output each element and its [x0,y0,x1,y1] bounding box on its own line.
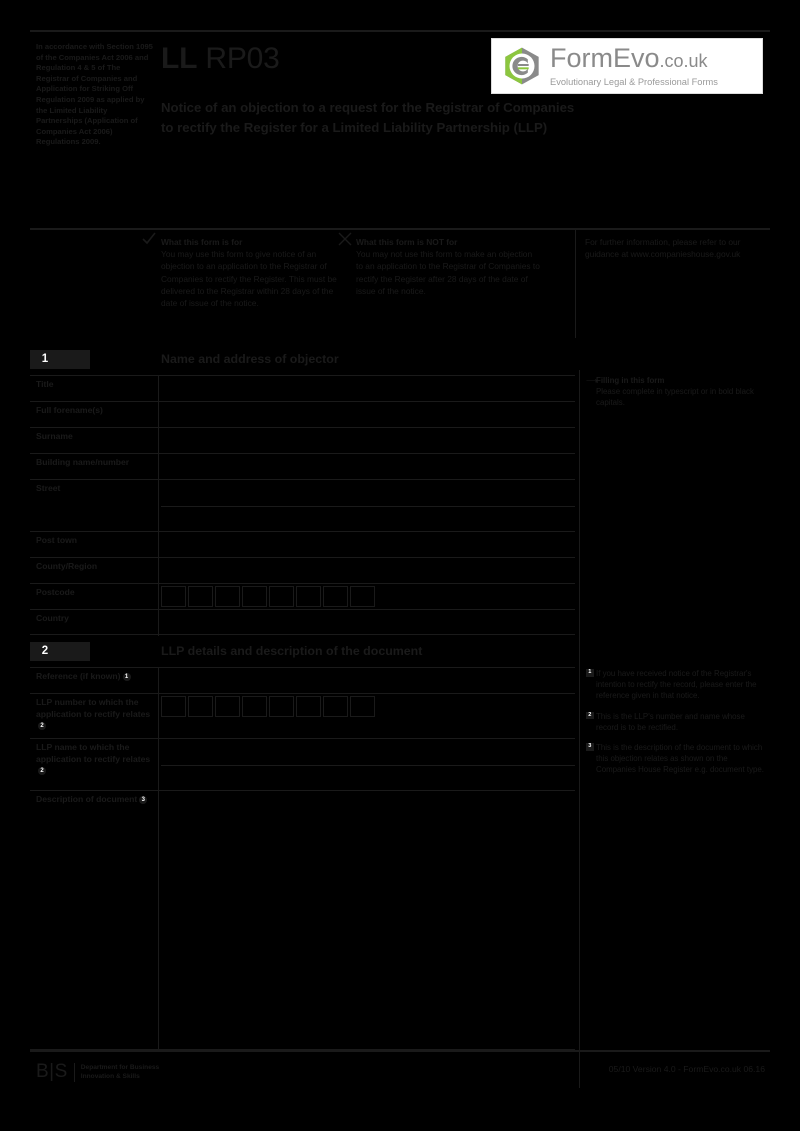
field-row-reference [30,667,575,693]
row-divider [158,376,159,402]
llp-number-char-box[interactable] [323,696,348,717]
what-form-is-not-for-body: You may not use this form to make an objection to an application to the Registrar of Companies to rectify the Register after 28 days of the date of issue of the notice. [356,249,540,296]
row-divider [158,532,159,558]
llp-number-char-box[interactable] [161,696,186,717]
section-2-notes-panel [586,668,764,785]
page-title: Notice of an objection to a request for the Registrar of Companies to rectify the Register for a Limited Liability Partnership (LLP) [161,100,575,135]
input-reference[interactable] [161,668,575,694]
info-band-rule [30,228,770,230]
info-band-divider [575,230,576,338]
row-divider [158,402,159,428]
llp-number-char-box[interactable] [215,696,240,717]
input-llp-name-line2[interactable] [161,765,575,791]
what-form-is-for-heading: What this form is for [161,237,243,247]
footnote-marker-2b: 2 [38,767,46,775]
llp-number-char-box[interactable] [296,696,321,717]
guidance-rail-divider [579,370,580,1088]
field-row-country [30,609,575,635]
label-reference [36,671,154,683]
header-top-rule [30,30,770,32]
input-full-forenames[interactable] [161,402,575,428]
section-2-number: 2 [30,642,60,661]
guidance-note-text: This is the description of the document to which this objection relates as shown on the Companies House Register e.g. document type. [596,743,764,775]
section-2-bar-fill [60,642,90,661]
input-building[interactable] [161,454,575,480]
section-2-title: LLP details and description of the document [161,644,423,658]
what-form-is-not-for-heading: What this form is NOT for [356,237,458,247]
guidance-heading: Filling in this form [596,376,665,385]
footnote-marker-3: 3 [139,796,147,804]
arrow-right-icon: ⟶ [586,376,598,385]
what-form-is-not-for-column [356,236,541,297]
label-llp-name-text: LLP name to which the application to rectify relates [36,742,151,764]
cross-icon [338,232,352,246]
logo-tagline: Evolutionary Legal & Professional Forms [550,77,718,87]
label-postcode: Postcode [36,587,75,597]
input-street-line2[interactable] [161,506,575,532]
guidance-item-filling-in [586,375,764,409]
form-header [30,30,770,230]
field-row-street [30,479,575,531]
logo-text-block [550,44,718,88]
what-form-is-for-body: You may use this form to give notice of an objection to an application to the Registrar of Companies to rectify the Register. This must be delivered to the Registrar within 28 days of the date of issue of the notice. [161,249,337,309]
section-1-title: Name and address of objector [161,352,339,366]
input-title[interactable] [161,376,575,402]
label-surname: Surname [36,431,73,441]
field-row-llp-name [30,738,575,790]
label-llp-number [36,697,154,732]
section-1-header [30,350,770,369]
footer-version-text: 05/10 Version 4.0 - FormEvo.co.uk 06.16 [608,1064,765,1074]
field-row-description [30,790,575,1050]
field-row-title [30,375,575,401]
form-code-number: RP03 [205,42,280,75]
postcode-char-box[interactable] [188,586,213,607]
field-row-llp-number [30,693,575,738]
guidance-note [586,668,764,702]
postcode-char-box[interactable] [269,586,294,607]
postcode-char-box[interactable] [161,586,186,607]
what-form-is-for-column [161,236,341,309]
guidance-body: Please complete in typescript or in bold black capitals. [596,387,754,408]
row-divider [158,791,159,1051]
footnote-marker-1: 1 [123,673,131,681]
bis-separator [74,1063,75,1082]
llp-number-char-box[interactable] [269,696,294,717]
row-divider [158,454,159,480]
filling-in-this-form-guidance [586,375,764,418]
section-1-number: 1 [30,350,60,369]
postcode-char-box[interactable] [350,586,375,607]
label-reference-text: Reference (if known) [36,671,121,681]
label-street: Street [36,483,61,493]
label-full-forenames: Full forename(s) [36,405,103,415]
input-description[interactable] [161,791,575,1051]
row-divider [158,739,159,791]
logo-tld: .co.uk [659,51,708,71]
row-divider [158,694,159,739]
bis-wordmark: B|S [36,1061,68,1082]
postcode-char-box[interactable] [296,586,321,607]
form-code-prefix: LL [161,42,198,75]
label-description-text: Description of document [36,794,138,804]
logo-name: FormEvo [550,43,660,73]
input-llp-number-boxes[interactable] [161,696,377,717]
bis-logo [36,1062,171,1082]
label-llp-number-text: LLP number to which the application to rectify relates [36,697,151,719]
row-divider [158,558,159,584]
postcode-char-box[interactable] [215,586,240,607]
label-country: Country [36,613,69,623]
label-county-region: County/Region [36,561,98,571]
section-2-header [30,642,770,661]
guidance-note-marker: 3 [586,743,594,751]
input-post-town[interactable] [161,532,575,558]
footnote-marker-2: 2 [38,722,46,730]
llp-number-char-box[interactable] [242,696,267,717]
further-information-column [585,236,765,260]
postcode-char-box[interactable] [323,586,348,607]
input-street-line1[interactable] [161,480,575,506]
field-row-surname [30,427,575,453]
form-page [30,30,770,1101]
field-row-building [30,453,575,479]
form-purpose-band [30,228,770,350]
section-1-bar-fill [60,350,90,369]
accordance-note: In accordance with Section 1095 of the Companies Act 2006 and Regulation 4 & 5 of The Registrar of Companies and Application for Striking Off Regulation 2009 as applied by the Limited Liability Partnerships (Application of Companies Act 2006) Regulations 2009. [36,42,153,147]
row-divider [158,480,159,532]
label-post-town: Post town [36,535,78,545]
guidance-note-text: This is the LLP's number and name whose record is to be rectified. [596,711,745,732]
guidance-note-text: If you have received notice of the Registrar's intention to rectify the record, please enter the reference given in that notice. [596,669,757,701]
field-row-full-forenames [30,401,575,427]
further-information-body: For further information, please refer to our guidance at www.companieshouse.gov.uk [585,237,741,260]
guidance-note [586,742,764,776]
logo-wordmark [550,44,718,75]
input-county-region[interactable] [161,558,575,584]
guidance-note [586,711,764,733]
input-country[interactable] [161,610,575,636]
form-footer [30,1050,770,1100]
formevo-hexagon-e-icon [502,46,542,86]
label-building: Building name/number [36,457,130,467]
label-title: Title [36,379,54,389]
input-surname[interactable] [161,428,575,454]
input-llp-name-line1[interactable] [161,739,575,765]
label-description [36,794,154,806]
row-divider [158,584,159,610]
llp-number-char-box[interactable] [350,696,375,717]
row-divider [158,428,159,454]
bis-department-name: Department for Business Innovation & Skills [80,1064,160,1080]
formevo-logo[interactable] [491,38,763,94]
row-divider [158,668,159,694]
field-row-county-region [30,557,575,583]
footer-rule [30,1050,770,1052]
guidance-note-marker: 2 [586,712,594,720]
label-llp-name [36,742,154,777]
postcode-char-box[interactable] [242,586,267,607]
field-row-postcode [30,583,575,609]
field-row-post-town [30,531,575,557]
llp-number-char-box[interactable] [188,696,213,717]
row-divider [158,610,159,636]
guidance-note-marker: 1 [586,669,594,677]
tick-icon [142,232,156,246]
input-postcode-boxes[interactable] [161,586,377,607]
form-code [161,42,280,76]
